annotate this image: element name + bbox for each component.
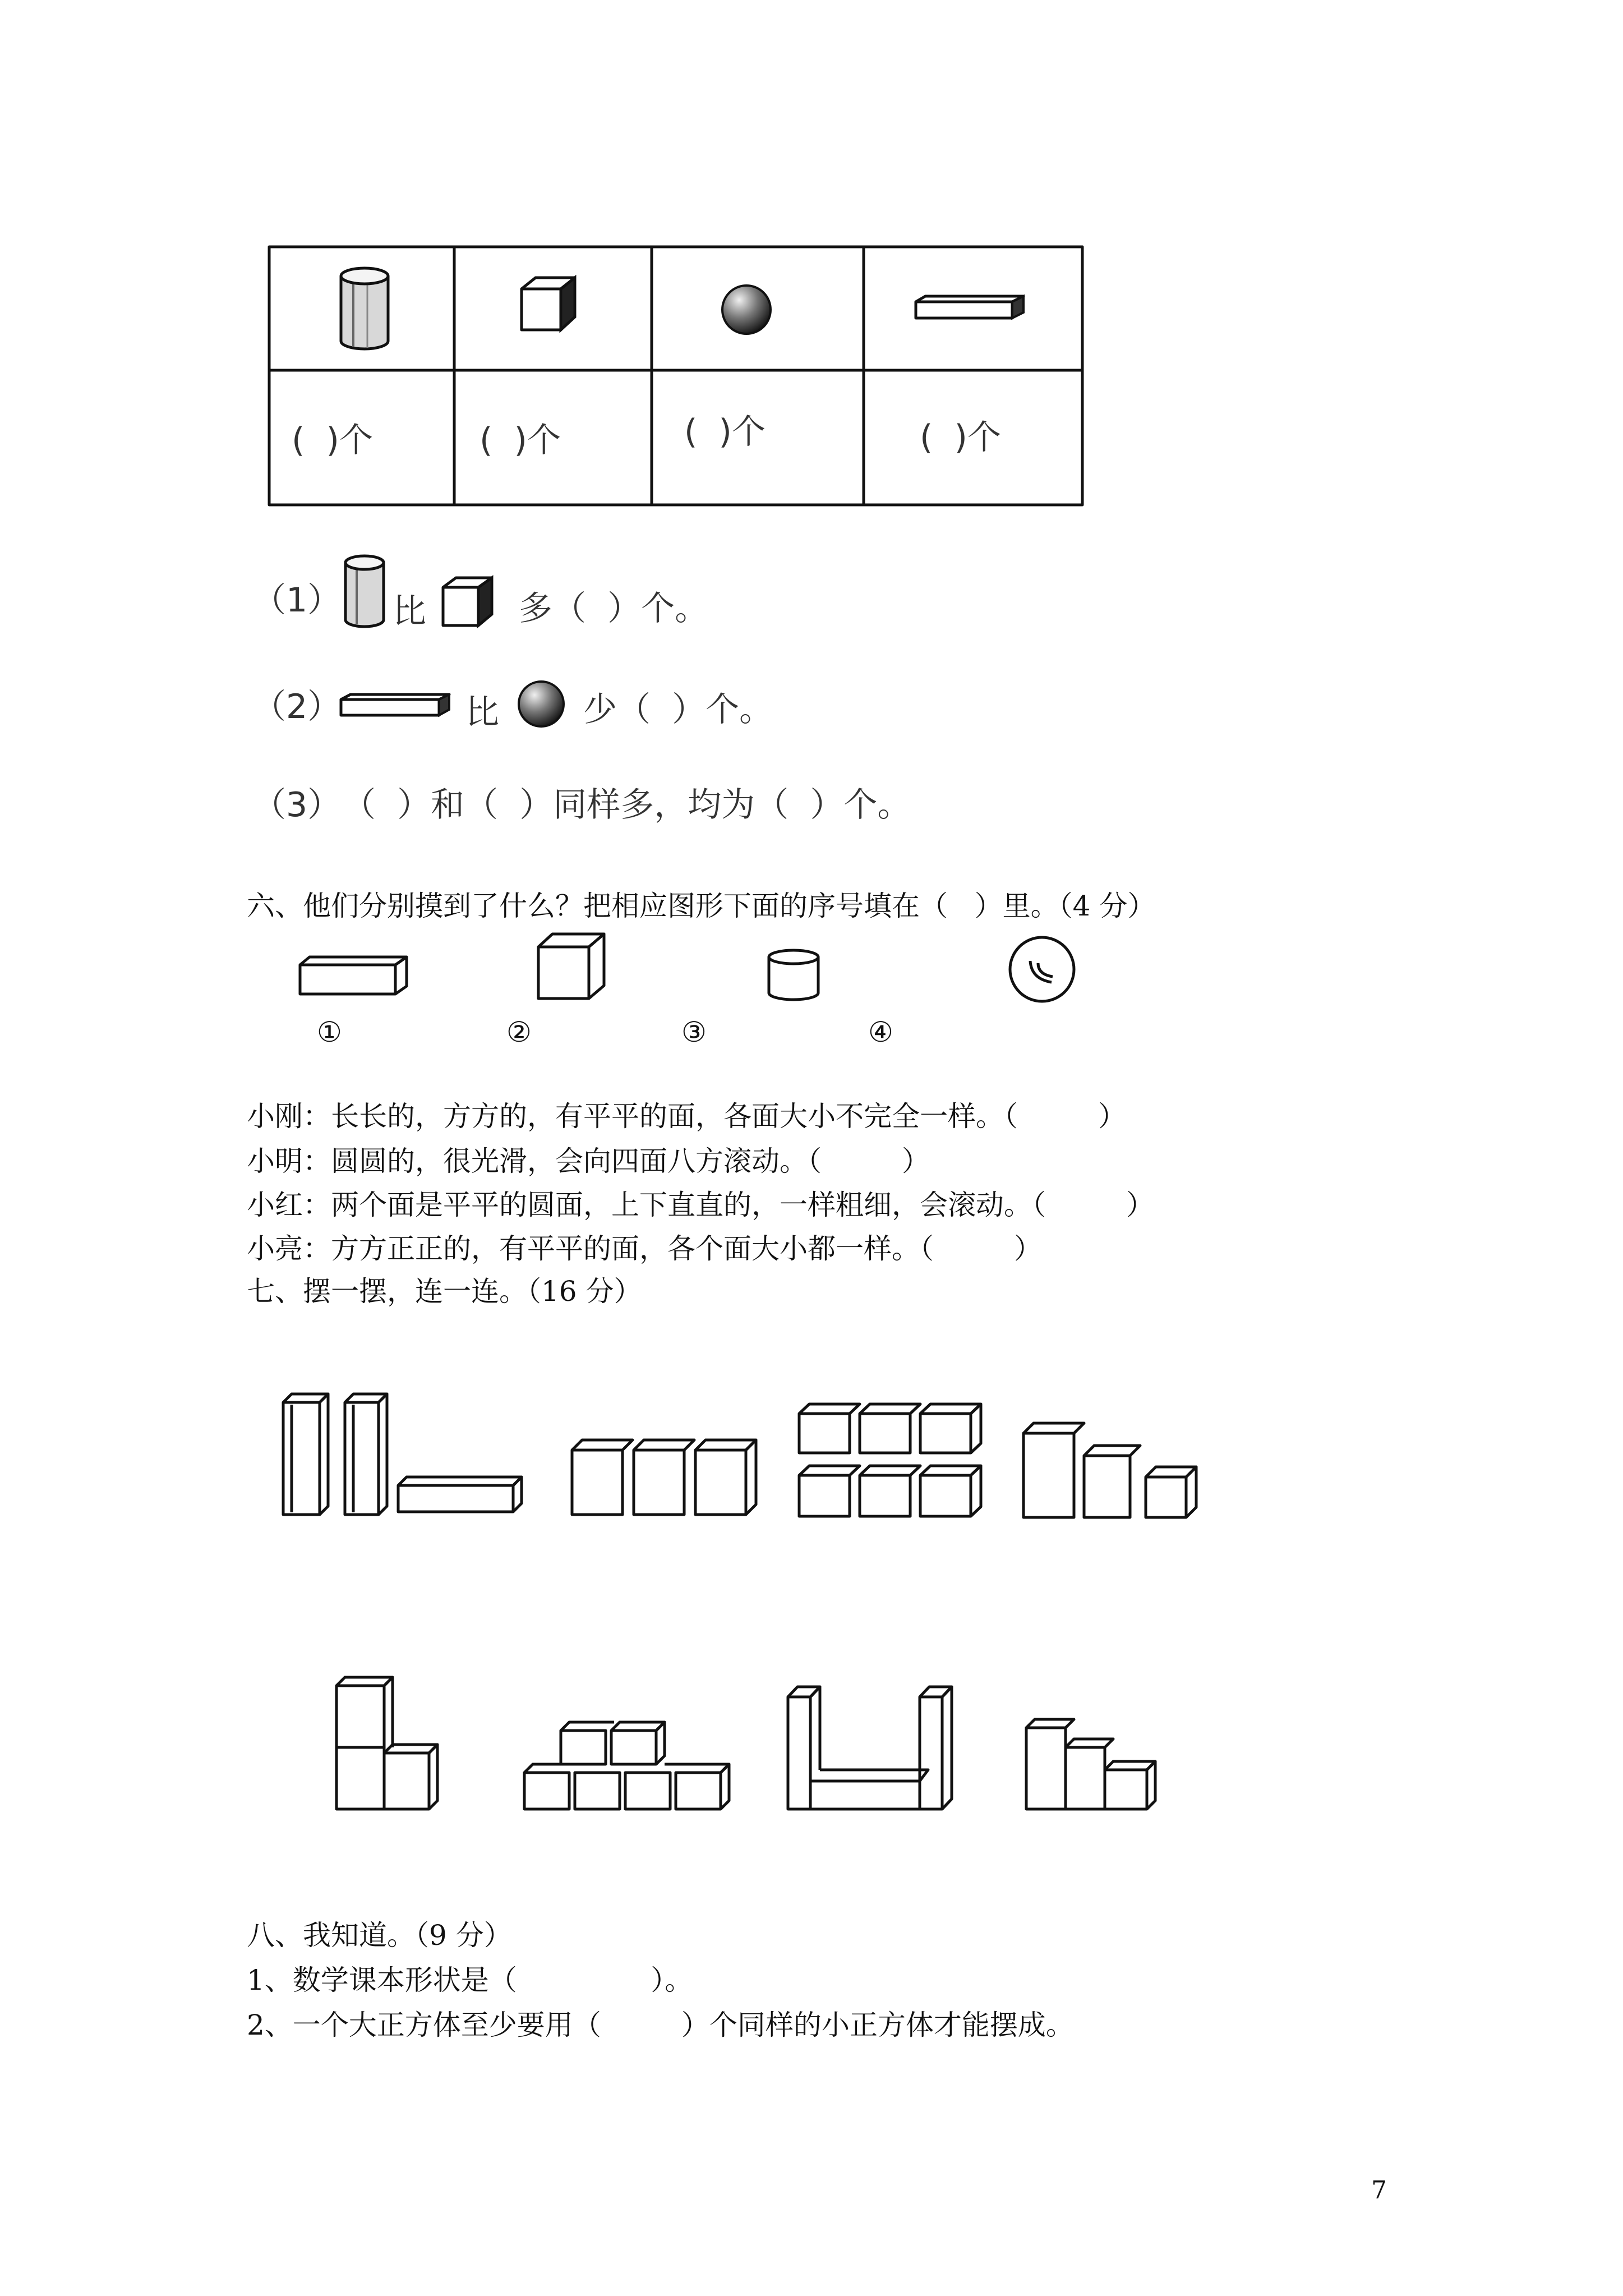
arrangement-six-cubes <box>794 1394 990 1523</box>
cube-icon <box>519 275 580 337</box>
section-8-line-1: 1、数学课本形状是（ ）。 <box>247 1964 693 1996</box>
sphere-icon <box>516 679 566 729</box>
shape-label-2: ② <box>506 1016 532 1048</box>
arrangement-decreasing-blocks <box>1018 1411 1231 1523</box>
sphere-icon <box>720 283 776 339</box>
section-6-line-2: 小明：圆圆的，很光滑，会向四面八方滚动。（ ） <box>247 1145 930 1177</box>
count-cell-cylinder: ( )个 <box>292 421 373 460</box>
shape-label-1: ① <box>317 1016 342 1048</box>
section-7-title: 七、摆一摆，连一连。（16 分） <box>247 1275 642 1308</box>
cuboid-icon <box>914 295 1026 323</box>
section-6-line-1: 小刚：长长的，方方的，有平平的面，各面大小不完全一样。（ ） <box>247 1100 1127 1133</box>
view-l-shape <box>328 1674 440 1815</box>
count-cell-cuboid: ( )个 <box>920 418 1001 457</box>
view-stairs <box>1021 1714 1178 1815</box>
question-2-number: （2） <box>252 687 342 726</box>
shape-label-4: ④ <box>868 1016 893 1048</box>
question-2-text: 少（ ）个。 <box>583 690 773 729</box>
count-cell-cube: ( )个 <box>479 421 561 460</box>
cylinder-icon <box>342 553 387 631</box>
section-8-title: 八、我知道。（9 分） <box>247 1919 512 1952</box>
question-3-text: （ ）和（ ）同样多，均为（ ）个。 <box>342 785 911 825</box>
sphere-shape-4 <box>1007 934 1080 1007</box>
arrangement-two-tall-one-flat <box>280 1386 527 1520</box>
cube-icon <box>440 575 496 631</box>
cylinder-icon <box>336 264 393 353</box>
section-6-line-3: 小红：两个面是平平的圆面，上下直直的，一样粗细，会滚动。（ ） <box>247 1189 1155 1221</box>
cylinder-shape-3 <box>766 948 822 1004</box>
count-cell-sphere: ( )个 <box>684 412 766 452</box>
cuboid-icon <box>339 693 451 721</box>
page-number: 7 <box>1371 2176 1387 2205</box>
count-table-grid <box>0 0 1623 561</box>
section-8-line-2: 2、一个大正方体至少要用（ ）个同样的小正方体才能摆成。 <box>247 2009 1074 2041</box>
question-1-text: 多（ ）个。 <box>519 589 709 628</box>
cuboid-shape-1 <box>297 954 409 999</box>
shape-label-3: ③ <box>681 1016 707 1048</box>
section-6-title: 六、他们分别摸到了什么？把相应图形下面的序号填在（ ）里。（4 分） <box>247 890 1156 922</box>
arrangement-three-blocks <box>566 1428 763 1523</box>
section-6-line-4: 小亮：方方正正的，有平平的面，各个面大小都一样。（ ） <box>247 1232 1043 1265</box>
question-1-number: （1） <box>252 581 342 620</box>
view-u-shape <box>780 1680 981 1815</box>
view-pyramid <box>519 1708 743 1815</box>
question-3-number: （3） <box>252 785 342 825</box>
cube-shape-2 <box>536 931 608 1004</box>
question-1-bi: 比 <box>393 592 426 631</box>
question-2-bi: 比 <box>465 693 499 732</box>
